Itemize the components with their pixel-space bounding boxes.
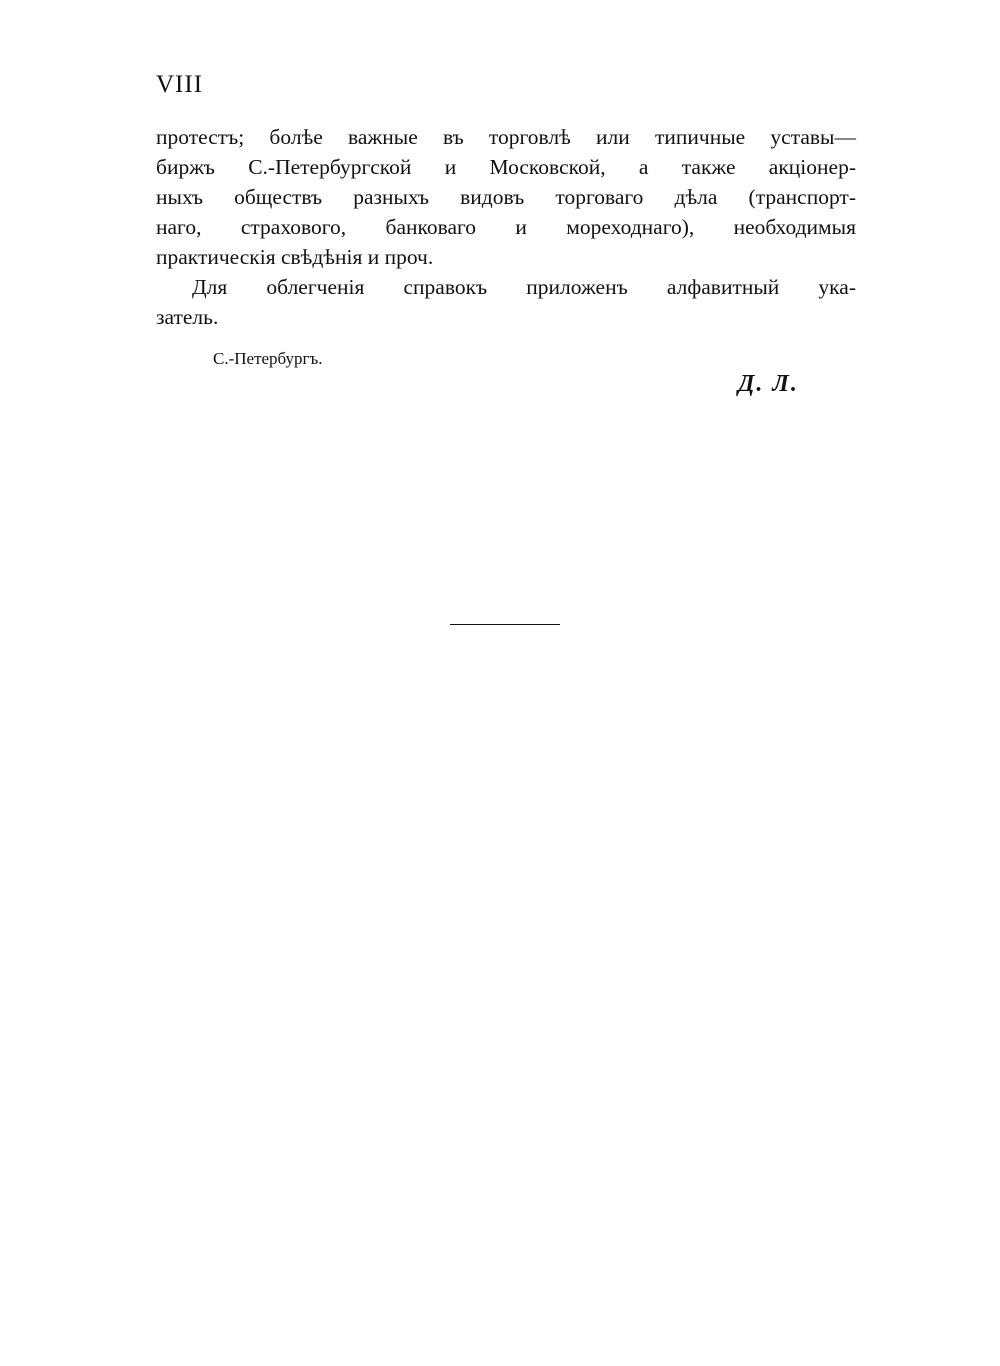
text-line: наго, страхового, банковаго и мореходнаго), необходимыя	[156, 215, 856, 239]
text-line: биржъ С.-Петербургской и Московской, а также акціонер-	[156, 155, 856, 179]
text-line: протестъ; болѣе важные въ торговлѣ или типичные уставы—	[156, 125, 856, 149]
section-divider	[450, 624, 560, 625]
text-line: ныхъ обществъ разныхъ видовъ торговаго дѣла (транспорт-	[156, 185, 856, 209]
text-line: практическія свѣдѣнія и проч.	[156, 245, 434, 269]
text-line: затель.	[156, 305, 219, 329]
page-number: VIII	[156, 71, 204, 98]
body-text	[156, 122, 856, 332]
author-initials: Д. Л.	[738, 371, 799, 397]
text-line: Для облегченія справокъ приложенъ алфавитный ука-	[192, 275, 856, 299]
place-of-publication: С.-Петербургъ.	[213, 349, 323, 368]
